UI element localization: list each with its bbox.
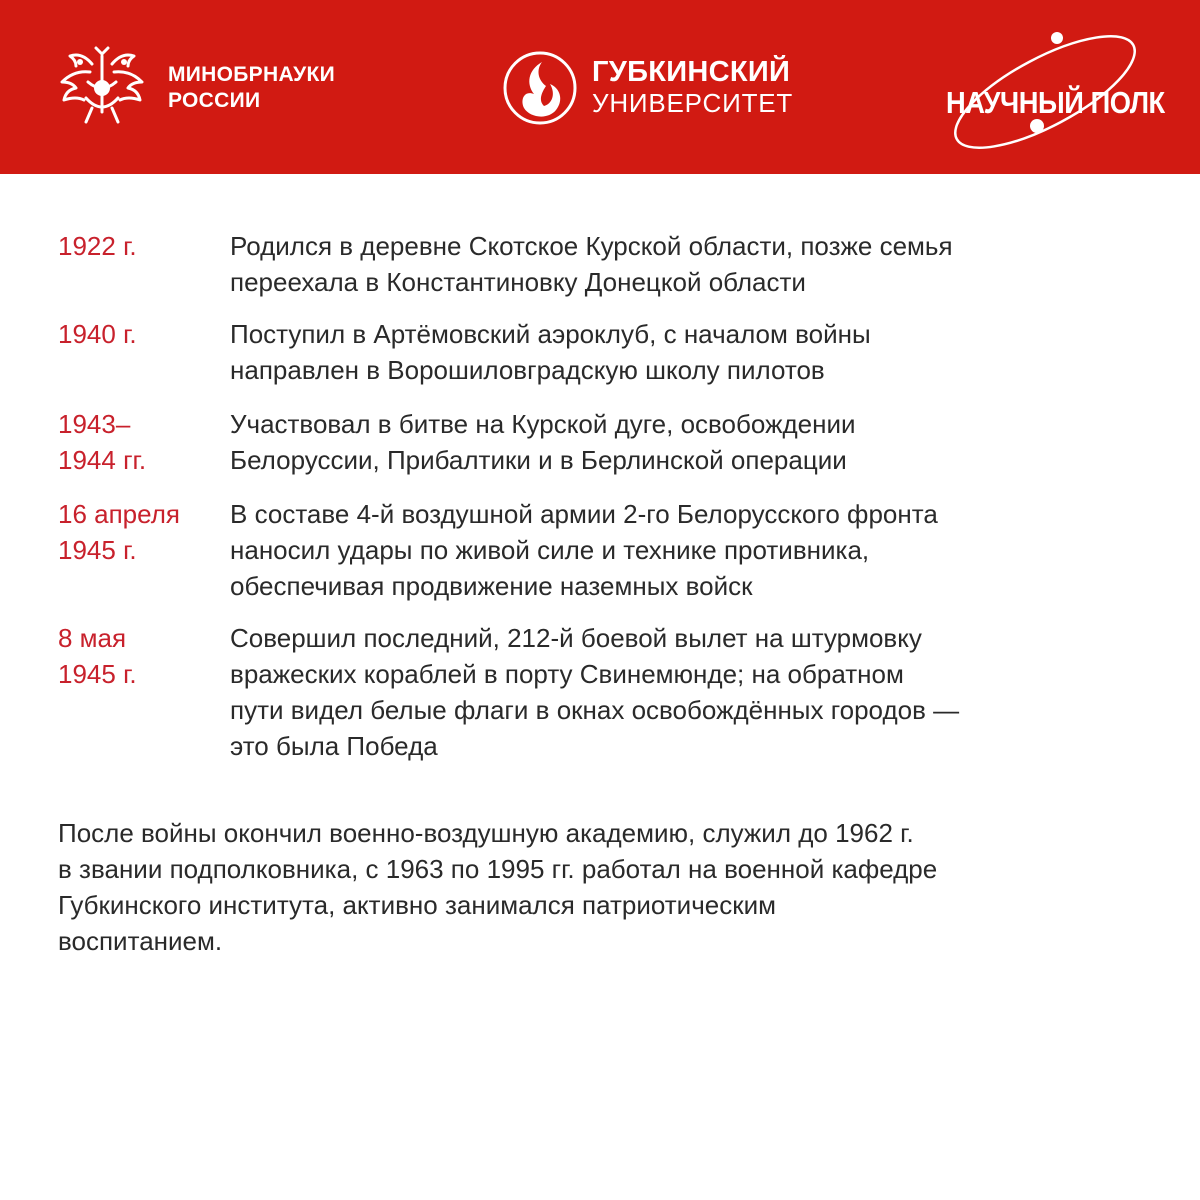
gubkin-university-logo	[502, 50, 802, 126]
nauchny-polk-label: НАУЧНЫЙ ПОЛК	[946, 85, 1165, 120]
timeline-text	[230, 406, 1165, 478]
header-banner	[0, 0, 1200, 174]
timeline-date	[58, 406, 223, 478]
summary-paragraph	[58, 815, 1158, 959]
text-line: направлен в Ворошиловградскую школу пилотов	[230, 355, 825, 385]
timeline-date	[58, 316, 223, 352]
date-line: 16 апреля	[58, 499, 180, 529]
nauchny-polk-logo	[940, 22, 1165, 157]
text-line: Родился в деревне Скотское Курской области, позже семья	[230, 231, 953, 261]
gubkin-title: ГУБКИНСКИЙ	[592, 56, 791, 88]
text-line: наносил удары по живой силе и технике противника,	[230, 535, 870, 565]
minobrnauki-line-1: МИНОБРНАУКИ	[168, 63, 335, 86]
date-line: 1922 г.	[58, 231, 137, 261]
minobrnauki-logo	[56, 42, 356, 126]
summary-line: Губкинского института, активно занимался патриотическим	[58, 890, 776, 920]
timeline-text	[230, 316, 1165, 388]
minobrnauki-line-2: РОССИИ	[168, 89, 261, 112]
date-line: 1945 г.	[58, 535, 137, 565]
summary-line: воспитанием.	[58, 926, 223, 956]
summary-line: После войны окончил военно-воздушную академию, служил до 1962 г.	[58, 818, 914, 848]
date-line: 1943–	[58, 409, 131, 439]
timeline-text	[230, 620, 1165, 764]
summary-line: в звании подполковника, с 1963 по 1995 гг. работал на военной кафедре	[58, 854, 938, 884]
text-line: это была Победа	[230, 731, 438, 761]
text-line: переехала в Константиновку Донецкой области	[230, 267, 806, 297]
timeline-date	[58, 496, 223, 568]
timeline-text	[230, 496, 1165, 604]
minobrnauki-text	[168, 62, 335, 114]
text-line: Поступил в Артёмовский аэроклуб, с началом войны	[230, 319, 871, 349]
text-line: Совершил последний, 212-й боевой вылет на штурмовку	[230, 623, 922, 653]
date-line: 1945 г.	[58, 659, 137, 689]
text-line: пути видел белые флаги в окнах освобождённых городов —	[230, 695, 960, 725]
timeline-date	[58, 620, 223, 692]
text-line: вражеских кораблей в порту Свинемюнде; на обратном	[230, 659, 904, 689]
gubkin-subtitle: УНИВЕРСИТЕТ	[592, 88, 794, 118]
text-line: Белоруссии, Прибалтики и в Берлинской операции	[230, 445, 847, 475]
date-line: 1940 г.	[58, 319, 137, 349]
text-line: В составе 4-й воздушной армии 2-го Белорусского фронта	[230, 499, 938, 529]
date-line: 1944 гг.	[58, 445, 147, 475]
text-line: обеспечивая продвижение наземных войск	[230, 571, 753, 601]
text-line: Участвовал в битве на Курской дуге, освобождении	[230, 409, 856, 439]
flame-icon	[502, 50, 578, 126]
timeline-date	[58, 228, 223, 264]
double-headed-eagle-icon	[56, 42, 148, 126]
date-line: 8 мая	[58, 623, 127, 653]
timeline-text	[230, 228, 1165, 300]
